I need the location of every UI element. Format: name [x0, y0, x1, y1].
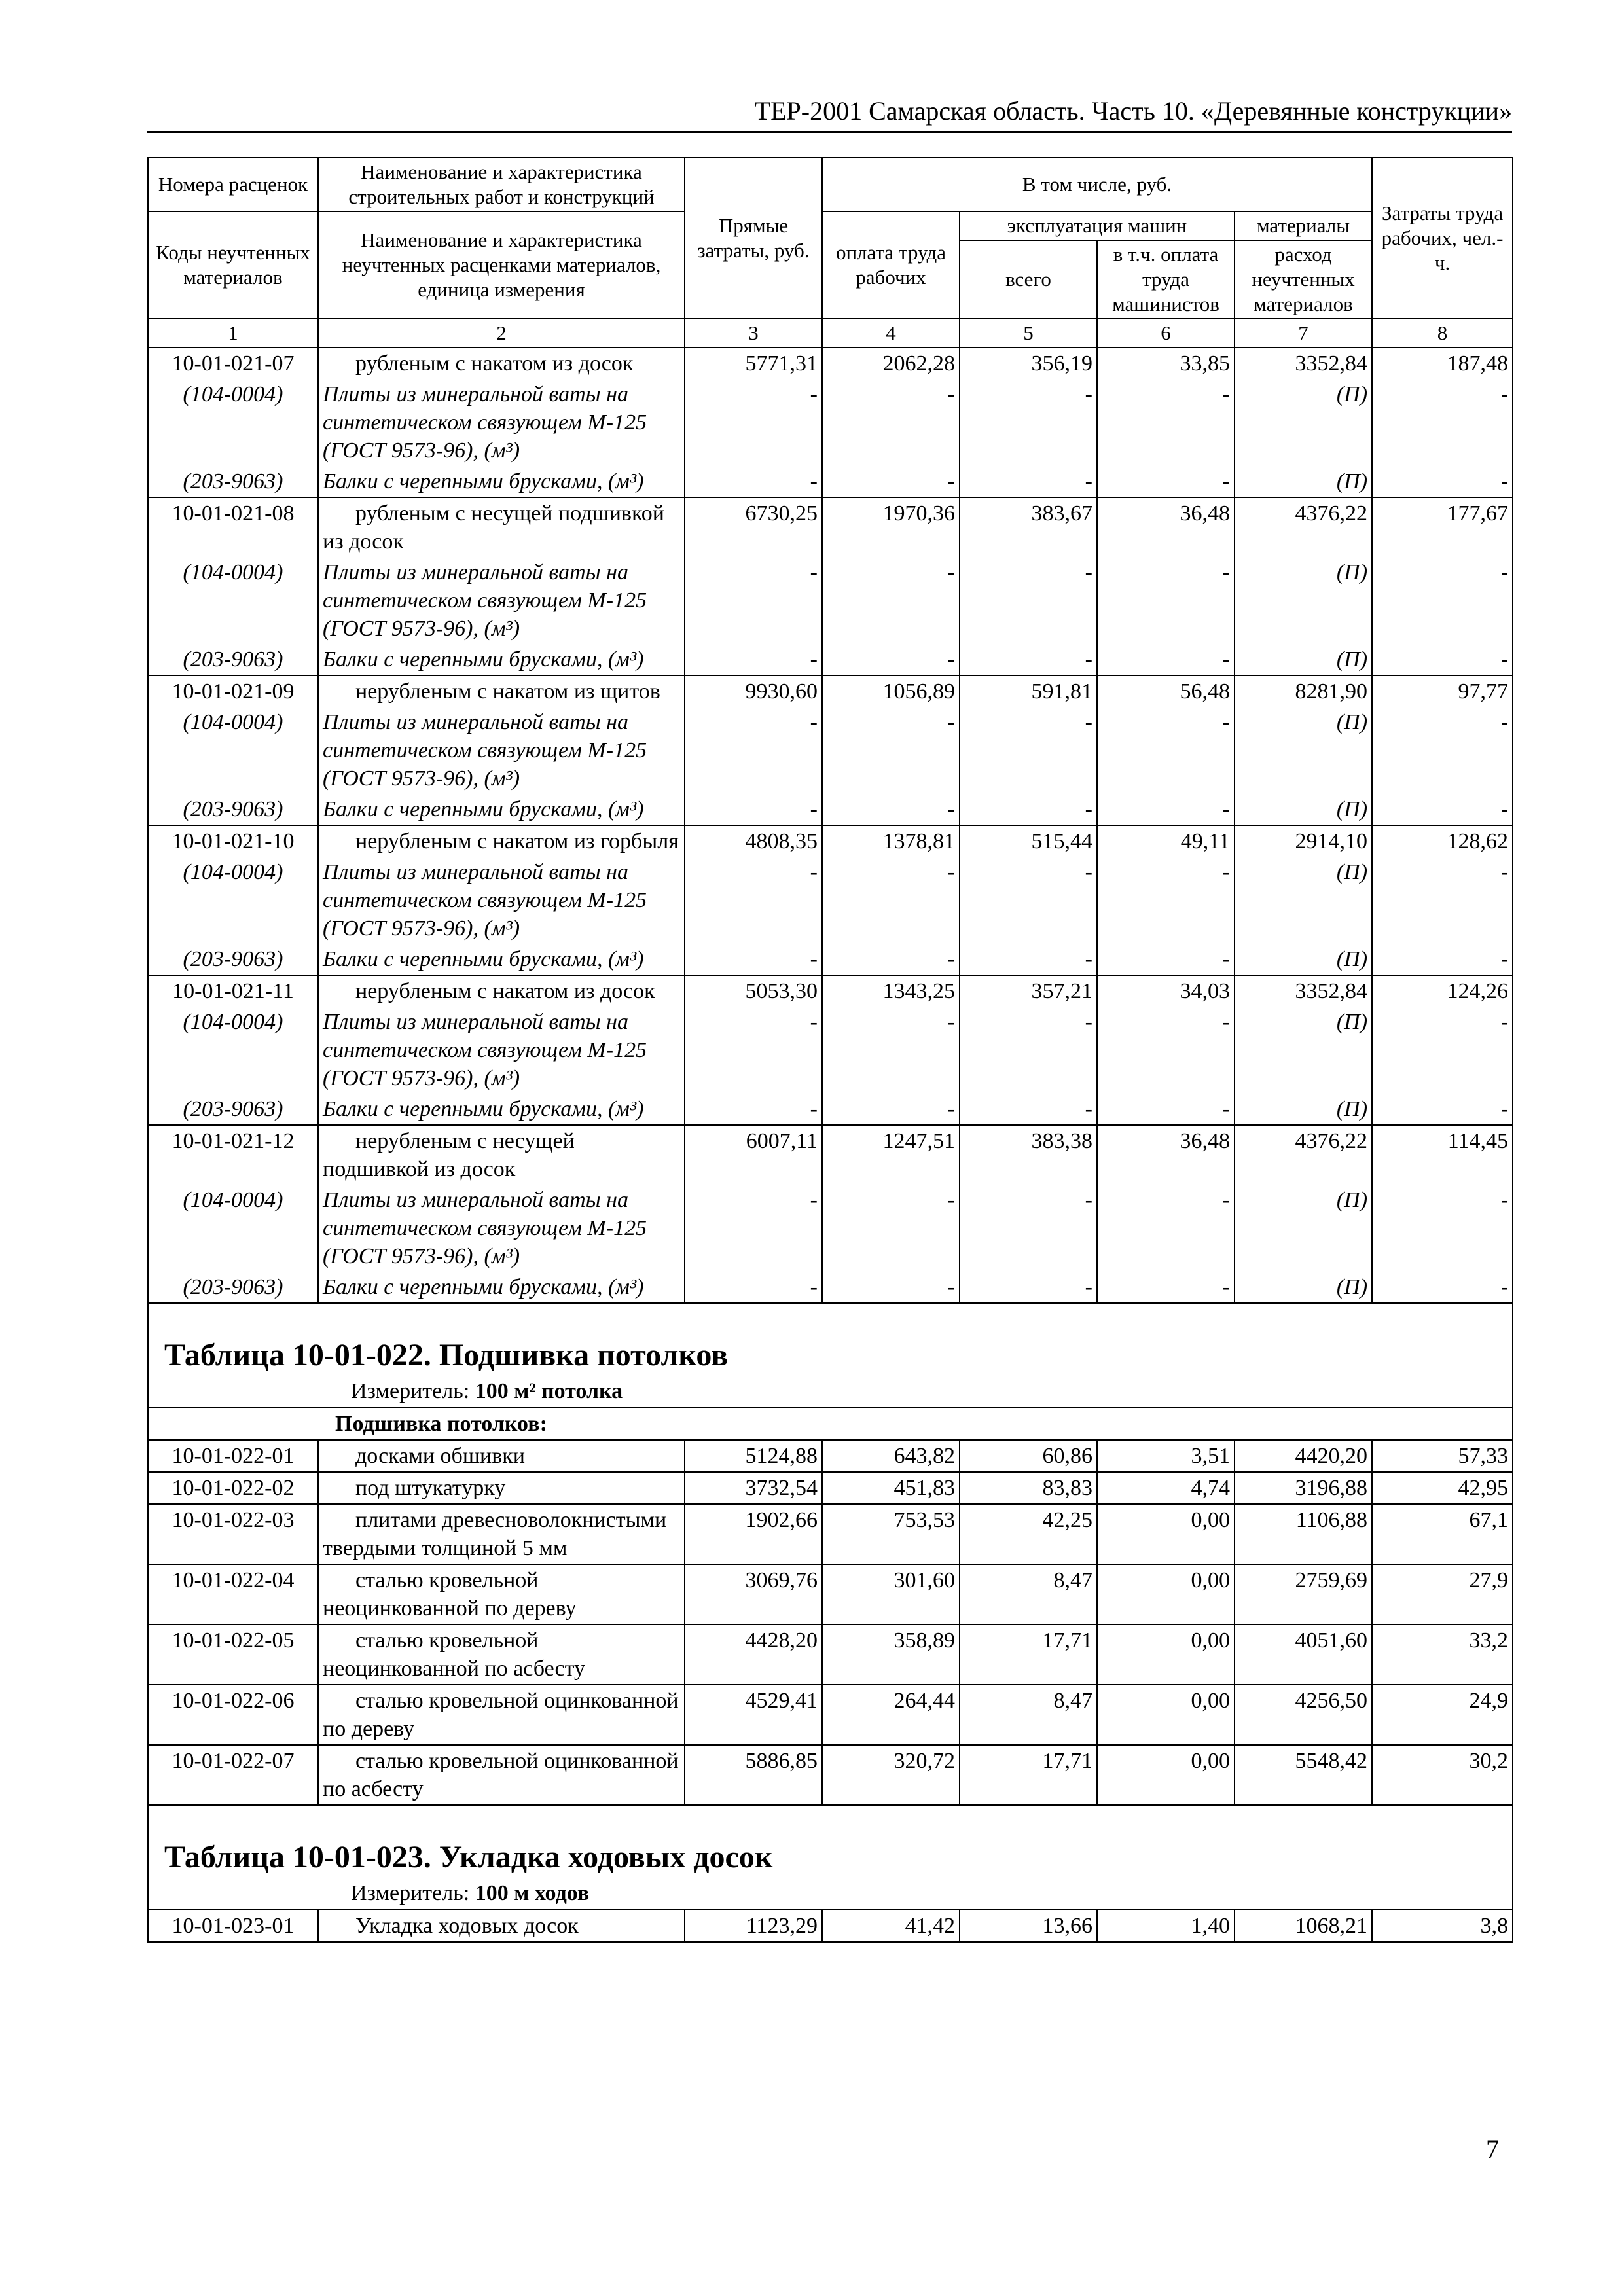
dash-cell: - — [1097, 1272, 1235, 1303]
rate-code: 10-01-022-01 — [148, 1440, 318, 1472]
dash-cell: - — [685, 379, 822, 466]
measure-label: Измеритель: — [351, 1379, 470, 1403]
rate-machines: 8,47 — [960, 1564, 1097, 1624]
dash-cell: - — [1097, 1007, 1235, 1094]
material-name: Плиты из минеральной ваты на синтетическом связующем М-125 (ГОСТ 9573-96), (м³) — [318, 857, 685, 944]
rate-row — [148, 497, 1513, 557]
dash-cell: - — [1372, 794, 1513, 825]
rate-operators: 34,03 — [1097, 975, 1235, 1007]
rate-machines: 357,21 — [960, 975, 1097, 1007]
rate-materials: 4420,20 — [1235, 1440, 1372, 1472]
rate-machines: 515,44 — [960, 825, 1097, 857]
rate-row — [148, 1125, 1513, 1185]
rate-code: 10-01-022-04 — [148, 1564, 318, 1624]
table-subheader: Подшивка потолков: — [148, 1408, 1513, 1440]
dash-cell: - — [960, 1185, 1097, 1272]
col4-header: оплата труда рабочих — [822, 211, 960, 319]
rate-labor: 301,60 — [822, 1564, 960, 1624]
rate-direct: 4529,41 — [685, 1685, 822, 1745]
rate-labor: 1378,81 — [822, 825, 960, 857]
rate-row — [148, 1685, 1513, 1745]
col-number: 8 — [1372, 319, 1513, 348]
dash-cell: - — [822, 1094, 960, 1125]
material-name: Балки с черепными брусками, (м³) — [318, 644, 685, 675]
dash-cell: - — [1372, 466, 1513, 497]
dash-cell: - — [1097, 1094, 1235, 1125]
material-name: Балки с черепными брусками, (м³) — [318, 944, 685, 975]
col2-bottom-header: Наименование и характеристика неучтенных расценками материалов, единица измерения — [318, 211, 685, 319]
rate-machines: 356,19 — [960, 348, 1097, 379]
rate-hours: 67,1 — [1372, 1504, 1513, 1564]
dash-cell: - — [822, 644, 960, 675]
rate-operators: 36,48 — [1097, 1125, 1235, 1185]
col-number: 4 — [822, 319, 960, 348]
dash-cell: - — [685, 644, 822, 675]
dash-cell: - — [1097, 944, 1235, 975]
dash-cell: - — [1372, 707, 1513, 794]
dash-cell: - — [1097, 707, 1235, 794]
rate-name: нерубленым с накатом из горбыля — [318, 825, 685, 857]
measure-value: 100 м ходов — [475, 1881, 590, 1905]
material-mark: (П) — [1235, 707, 1372, 794]
rate-name: нерубленым с несущей подшивкой из досок — [318, 1125, 685, 1185]
rate-operators: 33,85 — [1097, 348, 1235, 379]
rate-code: 10-01-022-06 — [148, 1685, 318, 1745]
dash-cell: - — [1372, 944, 1513, 975]
col5-header: всего — [960, 240, 1097, 319]
rate-code: 10-01-021-12 — [148, 1125, 318, 1185]
rate-materials: 2759,69 — [1235, 1564, 1372, 1624]
dash-cell: - — [822, 1185, 960, 1272]
dash-cell: - — [685, 794, 822, 825]
rate-machines: 17,71 — [960, 1745, 1097, 1805]
dash-cell: - — [1372, 1094, 1513, 1125]
rate-direct: 4808,35 — [685, 825, 822, 857]
rate-code: 10-01-021-11 — [148, 975, 318, 1007]
rate-machines: 17,71 — [960, 1624, 1097, 1685]
dash-cell: - — [1097, 857, 1235, 944]
rate-name: сталью кровельной оцинкованной по асбесту — [318, 1745, 685, 1805]
rate-machines: 60,86 — [960, 1440, 1097, 1472]
material-code: (104-0004) — [148, 379, 318, 466]
dash-cell: - — [822, 857, 960, 944]
material-mark: (П) — [1235, 1185, 1372, 1272]
material-row — [148, 379, 1513, 466]
dash-cell: - — [822, 1272, 960, 1303]
col1-top-header: Номера расценок — [148, 158, 318, 211]
measure-value: 100 м² потолка — [475, 1379, 623, 1403]
rate-labor: 1247,51 — [822, 1125, 960, 1185]
dash-cell: - — [822, 707, 960, 794]
rate-materials: 3352,84 — [1235, 975, 1372, 1007]
material-row — [148, 466, 1513, 497]
material-mark: (П) — [1235, 466, 1372, 497]
rate-labor: 2062,28 — [822, 348, 960, 379]
col-number: 1 — [148, 319, 318, 348]
material-code: (104-0004) — [148, 1007, 318, 1094]
rate-materials: 4051,60 — [1235, 1624, 1372, 1685]
material-row — [148, 557, 1513, 644]
col2-top-header: Наименование и характеристика строительных работ и конструкций — [318, 158, 685, 211]
col6-header: в т.ч. оплата труда машинистов — [1097, 240, 1235, 319]
dash-cell: - — [822, 1007, 960, 1094]
dash-cell: - — [822, 466, 960, 497]
dash-cell: - — [1097, 379, 1235, 466]
rate-direct: 6007,11 — [685, 1125, 822, 1185]
rate-name: рубленым с накатом из досок — [318, 348, 685, 379]
col8-header: Затраты труда рабочих, чел.-ч. — [1372, 158, 1513, 319]
rate-machines: 42,25 — [960, 1504, 1097, 1564]
material-name: Плиты из минеральной ваты на синтетическом связующем М-125 (ГОСТ 9573-96), (м³) — [318, 1007, 685, 1094]
rate-materials: 8281,90 — [1235, 675, 1372, 707]
rate-direct: 1123,29 — [685, 1910, 822, 1942]
rate-row — [148, 1472, 1513, 1504]
rate-hours: 42,95 — [1372, 1472, 1513, 1504]
rate-labor: 264,44 — [822, 1685, 960, 1745]
rate-hours: 177,67 — [1372, 497, 1513, 557]
dash-cell: - — [960, 466, 1097, 497]
col-number: 5 — [960, 319, 1097, 348]
rate-name: под штукатурку — [318, 1472, 685, 1504]
rate-row — [148, 1745, 1513, 1805]
dash-cell: - — [685, 944, 822, 975]
page-number: 7 — [1486, 2134, 1499, 2164]
dash-cell: - — [1097, 1185, 1235, 1272]
material-row — [148, 1094, 1513, 1125]
material-row — [148, 1185, 1513, 1272]
material-row — [148, 1007, 1513, 1094]
table-title-row — [148, 1303, 1513, 1408]
rate-name: Укладка ходовых досок — [318, 1910, 685, 1942]
rate-operators: 3,51 — [1097, 1440, 1235, 1472]
col1-bottom-header: Коды неучтенных материалов — [148, 211, 318, 319]
rate-labor: 451,83 — [822, 1472, 960, 1504]
material-mark: (П) — [1235, 1007, 1372, 1094]
rate-row — [148, 1440, 1513, 1472]
rate-row — [148, 825, 1513, 857]
material-mark: (П) — [1235, 644, 1372, 675]
rate-operators: 49,11 — [1097, 825, 1235, 857]
rate-hours: 3,8 — [1372, 1910, 1513, 1942]
dash-cell: - — [685, 857, 822, 944]
material-code: (104-0004) — [148, 557, 318, 644]
rate-labor: 643,82 — [822, 1440, 960, 1472]
rate-machines: 83,83 — [960, 1472, 1097, 1504]
dash-cell: - — [1097, 644, 1235, 675]
dash-cell: - — [685, 1272, 822, 1303]
rate-name: досками обшивки — [318, 1440, 685, 1472]
material-row — [148, 1272, 1513, 1303]
rate-direct: 1902,66 — [685, 1504, 822, 1564]
table-title-cell — [148, 1805, 1513, 1910]
rate-hours: 30,2 — [1372, 1745, 1513, 1805]
material-name: Балки с черепными брусками, (м³) — [318, 1272, 685, 1303]
rate-row — [148, 348, 1513, 379]
rate-direct: 9930,60 — [685, 675, 822, 707]
dash-cell: - — [960, 1272, 1097, 1303]
dash-cell: - — [960, 944, 1097, 975]
dash-cell: - — [1372, 857, 1513, 944]
rate-row — [148, 975, 1513, 1007]
rates-table — [147, 157, 1513, 1943]
dash-cell: - — [685, 557, 822, 644]
table-title: Таблица 10-01-022. Подшивка потолков — [164, 1338, 729, 1372]
material-mark: (П) — [1235, 857, 1372, 944]
material-mark: (П) — [1235, 1094, 1372, 1125]
materials-header: материалы — [1235, 211, 1372, 240]
dash-cell: - — [960, 557, 1097, 644]
rate-operators: 0,00 — [1097, 1745, 1235, 1805]
material-name: Балки с черепными брусками, (м³) — [318, 1094, 685, 1125]
dash-cell: - — [960, 1007, 1097, 1094]
rate-row — [148, 675, 1513, 707]
material-code: (203-9063) — [148, 944, 318, 975]
rate-name: рубленым с несущей подшивкой из досок — [318, 497, 685, 557]
material-mark: (П) — [1235, 557, 1372, 644]
rate-machines: 383,38 — [960, 1125, 1097, 1185]
rate-operators: 36,48 — [1097, 497, 1235, 557]
rate-hours: 114,45 — [1372, 1125, 1513, 1185]
rate-direct: 5124,88 — [685, 1440, 822, 1472]
rate-direct: 3732,54 — [685, 1472, 822, 1504]
rate-materials: 3196,88 — [1235, 1472, 1372, 1504]
rate-name: плитами древесноволокнистыми твердыми толщиной 5 мм — [318, 1504, 685, 1564]
dash-cell: - — [960, 644, 1097, 675]
rate-labor: 1056,89 — [822, 675, 960, 707]
material-code: (203-9063) — [148, 1094, 318, 1125]
dash-cell: - — [1372, 379, 1513, 466]
rate-name: нерубленым с накатом из щитов — [318, 675, 685, 707]
material-code: (203-9063) — [148, 466, 318, 497]
rate-code: 10-01-022-02 — [148, 1472, 318, 1504]
col3-header: Прямые затраты, руб. — [685, 158, 822, 319]
rate-operators: 4,74 — [1097, 1472, 1235, 1504]
rate-operators: 1,40 — [1097, 1910, 1235, 1942]
material-code: (203-9063) — [148, 1272, 318, 1303]
material-code: (203-9063) — [148, 644, 318, 675]
rate-hours: 128,62 — [1372, 825, 1513, 857]
material-code: (203-9063) — [148, 794, 318, 825]
dash-cell: - — [822, 379, 960, 466]
rate-code: 10-01-022-03 — [148, 1504, 318, 1564]
rate-materials: 3352,84 — [1235, 348, 1372, 379]
col-number: 2 — [318, 319, 685, 348]
material-name: Балки с черепными брусками, (м³) — [318, 466, 685, 497]
rate-hours: 57,33 — [1372, 1440, 1513, 1472]
material-mark: (П) — [1235, 1272, 1372, 1303]
rate-machines: 8,47 — [960, 1685, 1097, 1745]
rate-hours: 187,48 — [1372, 348, 1513, 379]
rate-labor: 358,89 — [822, 1624, 960, 1685]
material-row — [148, 857, 1513, 944]
exploitation-header: эксплуатация машин — [960, 211, 1235, 240]
rate-hours: 97,77 — [1372, 675, 1513, 707]
material-code: (104-0004) — [148, 707, 318, 794]
rate-code: 10-01-023-01 — [148, 1910, 318, 1942]
rate-row — [148, 1564, 1513, 1624]
table-title: Таблица 10-01-023. Укладка ходовых досок — [164, 1840, 773, 1874]
rate-materials: 4256,50 — [1235, 1685, 1372, 1745]
rate-labor: 320,72 — [822, 1745, 960, 1805]
rate-labor: 1343,25 — [822, 975, 960, 1007]
rate-hours: 33,2 — [1372, 1624, 1513, 1685]
dash-cell: - — [822, 944, 960, 975]
rate-direct: 5886,85 — [685, 1745, 822, 1805]
dash-cell: - — [685, 1094, 822, 1125]
rate-row — [148, 1910, 1513, 1942]
rate-hours: 124,26 — [1372, 975, 1513, 1007]
rate-labor: 1970,36 — [822, 497, 960, 557]
dash-cell: - — [685, 707, 822, 794]
dash-cell: - — [960, 707, 1097, 794]
incl-header: В том числе, руб. — [822, 158, 1372, 211]
col-number: 3 — [685, 319, 822, 348]
col-number: 6 — [1097, 319, 1235, 348]
subheader-row — [148, 1408, 1513, 1440]
rate-name: сталью кровельной неоцинкованной по дереву — [318, 1564, 685, 1624]
rate-name: нерубленым с накатом из досок — [318, 975, 685, 1007]
material-code: (104-0004) — [148, 1185, 318, 1272]
table-title-cell — [148, 1303, 1513, 1408]
material-name: Балки с черепными брусками, (м³) — [318, 794, 685, 825]
rate-machines: 383,67 — [960, 497, 1097, 557]
rate-materials: 1106,88 — [1235, 1504, 1372, 1564]
rate-code: 10-01-021-08 — [148, 497, 318, 557]
rate-code: 10-01-021-10 — [148, 825, 318, 857]
material-row — [148, 944, 1513, 975]
rate-direct: 4428,20 — [685, 1624, 822, 1685]
material-row — [148, 707, 1513, 794]
rate-name: сталью кровельной неоцинкованной по асбесту — [318, 1624, 685, 1685]
rate-direct: 6730,25 — [685, 497, 822, 557]
rate-materials: 2914,10 — [1235, 825, 1372, 857]
table-measure — [351, 1376, 1496, 1407]
material-mark: (П) — [1235, 944, 1372, 975]
rate-code: 10-01-021-09 — [148, 675, 318, 707]
material-row — [148, 644, 1513, 675]
rate-machines: 591,81 — [960, 675, 1097, 707]
rate-operators: 0,00 — [1097, 1624, 1235, 1685]
dash-cell: - — [822, 557, 960, 644]
rate-operators: 0,00 — [1097, 1504, 1235, 1564]
rate-labor: 41,42 — [822, 1910, 960, 1942]
material-mark: (П) — [1235, 794, 1372, 825]
page-header: ТЕР-2001 Самарская область. Часть 10. «Деревянные конструкции» — [147, 95, 1512, 133]
dash-cell: - — [1372, 1185, 1513, 1272]
rate-materials: 4376,22 — [1235, 1125, 1372, 1185]
dash-cell: - — [960, 1094, 1097, 1125]
dash-cell: - — [960, 857, 1097, 944]
dash-cell: - — [822, 794, 960, 825]
rate-machines: 13,66 — [960, 1910, 1097, 1942]
dash-cell: - — [685, 1007, 822, 1094]
dash-cell: - — [960, 379, 1097, 466]
rate-code: 10-01-022-07 — [148, 1745, 318, 1805]
rate-operators: 0,00 — [1097, 1564, 1235, 1624]
dash-cell: - — [685, 466, 822, 497]
rate-hours: 24,9 — [1372, 1685, 1513, 1745]
material-name: Плиты из минеральной ваты на синтетическом связующем М-125 (ГОСТ 9573-96), (м³) — [318, 707, 685, 794]
rate-code: 10-01-021-07 — [148, 348, 318, 379]
rate-operators: 0,00 — [1097, 1685, 1235, 1745]
material-name: Плиты из минеральной ваты на синтетическом связующем М-125 (ГОСТ 9573-96), (м³) — [318, 379, 685, 466]
table-measure — [351, 1878, 1496, 1909]
material-name: Плиты из минеральной ваты на синтетическом связующем М-125 (ГОСТ 9573-96), (м³) — [318, 557, 685, 644]
dash-cell: - — [960, 794, 1097, 825]
rate-materials: 5548,42 — [1235, 1745, 1372, 1805]
rate-name: сталью кровельной оцинкованной по дереву — [318, 1685, 685, 1745]
rate-direct: 3069,76 — [685, 1564, 822, 1624]
rate-labor: 753,53 — [822, 1504, 960, 1564]
dash-cell: - — [1372, 1007, 1513, 1094]
rate-row — [148, 1504, 1513, 1564]
rate-direct: 5771,31 — [685, 348, 822, 379]
rate-hours: 27,9 — [1372, 1564, 1513, 1624]
measure-label: Измеритель: — [351, 1881, 470, 1905]
rate-row — [148, 1624, 1513, 1685]
rate-code: 10-01-022-05 — [148, 1624, 318, 1685]
dash-cell: - — [1097, 466, 1235, 497]
dash-cell: - — [1097, 557, 1235, 644]
column-numbers-row — [148, 319, 1513, 348]
dash-cell: - — [1097, 794, 1235, 825]
col-number: 7 — [1235, 319, 1372, 348]
material-code: (104-0004) — [148, 857, 318, 944]
dash-cell: - — [685, 1185, 822, 1272]
dash-cell: - — [1372, 644, 1513, 675]
material-name: Плиты из минеральной ваты на синтетическом связующем М-125 (ГОСТ 9573-96), (м³) — [318, 1185, 685, 1272]
table-title-row — [148, 1805, 1513, 1910]
dash-cell: - — [1372, 1272, 1513, 1303]
material-mark: (П) — [1235, 379, 1372, 466]
material-row — [148, 794, 1513, 825]
rate-materials: 1068,21 — [1235, 1910, 1372, 1942]
rate-materials: 4376,22 — [1235, 497, 1372, 557]
col7-header: расход неучтенных материалов — [1235, 240, 1372, 319]
dash-cell: - — [1372, 557, 1513, 644]
rate-direct: 5053,30 — [685, 975, 822, 1007]
rate-operators: 56,48 — [1097, 675, 1235, 707]
